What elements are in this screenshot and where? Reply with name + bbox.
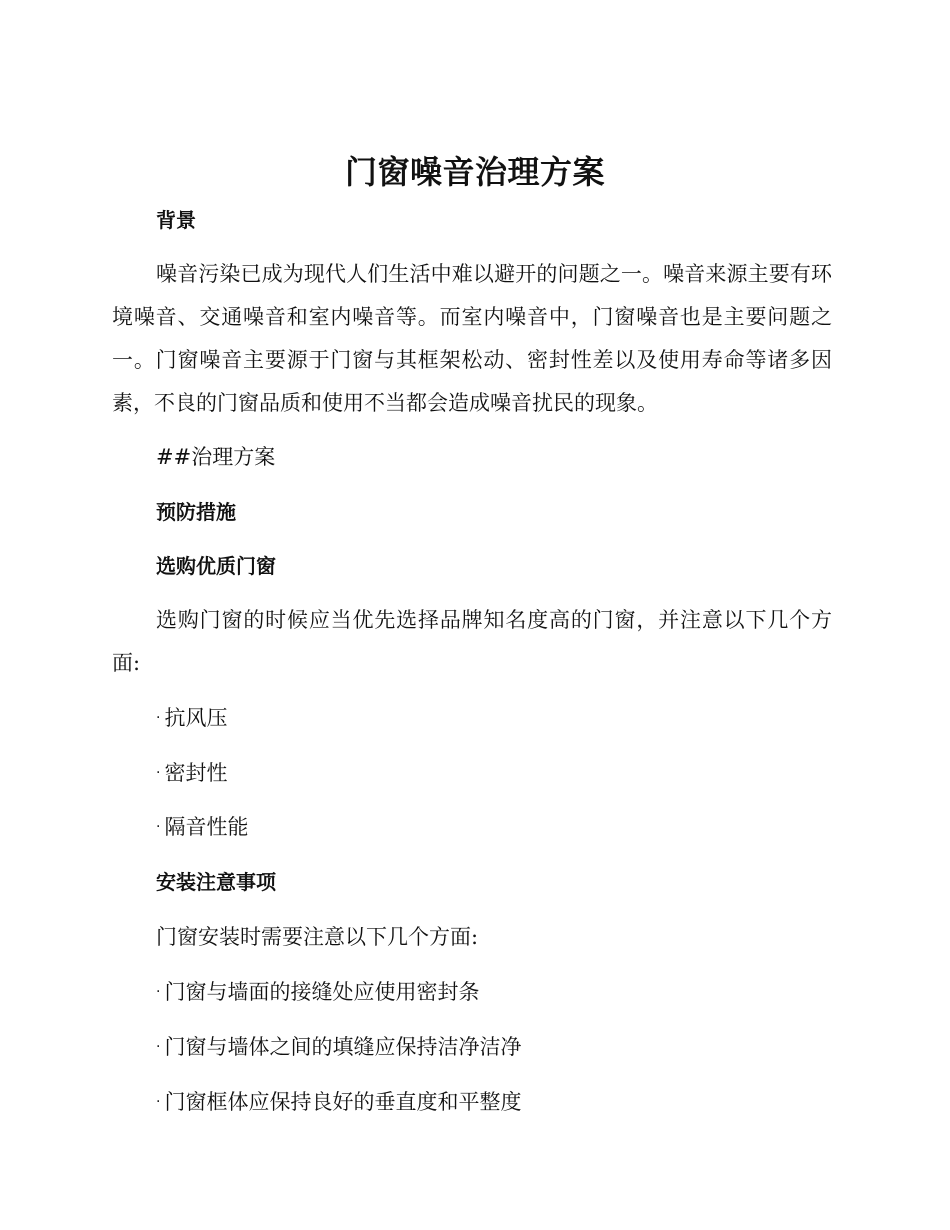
install-list-item: [156, 1087, 521, 1117]
document-title: 门窗噪音治理方案: [344, 153, 605, 191]
purchase-paragraph: 选购门窗的时候应当优先选择品牌知名度高的门窗，并注意以下几个方面:: [112, 608, 832, 675]
install-heading: 安装注意事项: [156, 870, 276, 894]
bullet-icon: ·: [156, 984, 161, 1000]
bullet-icon: ·: [156, 819, 161, 835]
purchase-item-label: 隔音性能: [164, 815, 249, 839]
install-item-label: 门窗框体应保持良好的垂直度和平整度: [164, 1090, 522, 1114]
background-paragraph: 噪音污染已成为现代人们生活中难以避开的问题之一。噪音来源主要有环境噪音、交通噪音和室内噪音等。而室内噪音中，门窗噪音也是主要问题之一。门窗噪音主要源于门窗与其框架松动、密封性差以及使用寿命等诸多因素，不良的门窗品质和使用不当都会造成噪音扰民的现象。: [112, 262, 832, 415]
purchase-list-item: [156, 703, 227, 733]
purchase-list-item: [156, 812, 248, 842]
plan-heading: ##治理方案: [156, 445, 276, 469]
install-item-label: 门窗与墙体之间的填缝应保持洁净洁净: [164, 1035, 522, 1059]
purchase-list-item: [156, 758, 227, 788]
purchase-item-label: 抗风压: [164, 706, 228, 730]
bullet-icon: ·: [156, 1094, 161, 1110]
install-item-label: 门窗与墙面的接缝处应使用密封条: [164, 980, 480, 1004]
bullet-icon: ·: [156, 765, 161, 781]
bullet-icon: ·: [156, 1039, 161, 1055]
install-list-item: [156, 977, 479, 1007]
install-list-item: [156, 1032, 521, 1062]
background-heading: 背景: [156, 208, 196, 232]
install-intro: 门窗安装时需要注意以下几个方面:: [156, 925, 479, 949]
prevention-heading: 预防措施: [156, 500, 236, 524]
bullet-icon: ·: [156, 710, 161, 726]
purchase-item-label: 密封性: [164, 761, 228, 785]
purchase-heading: 选购优质门窗: [156, 554, 276, 578]
